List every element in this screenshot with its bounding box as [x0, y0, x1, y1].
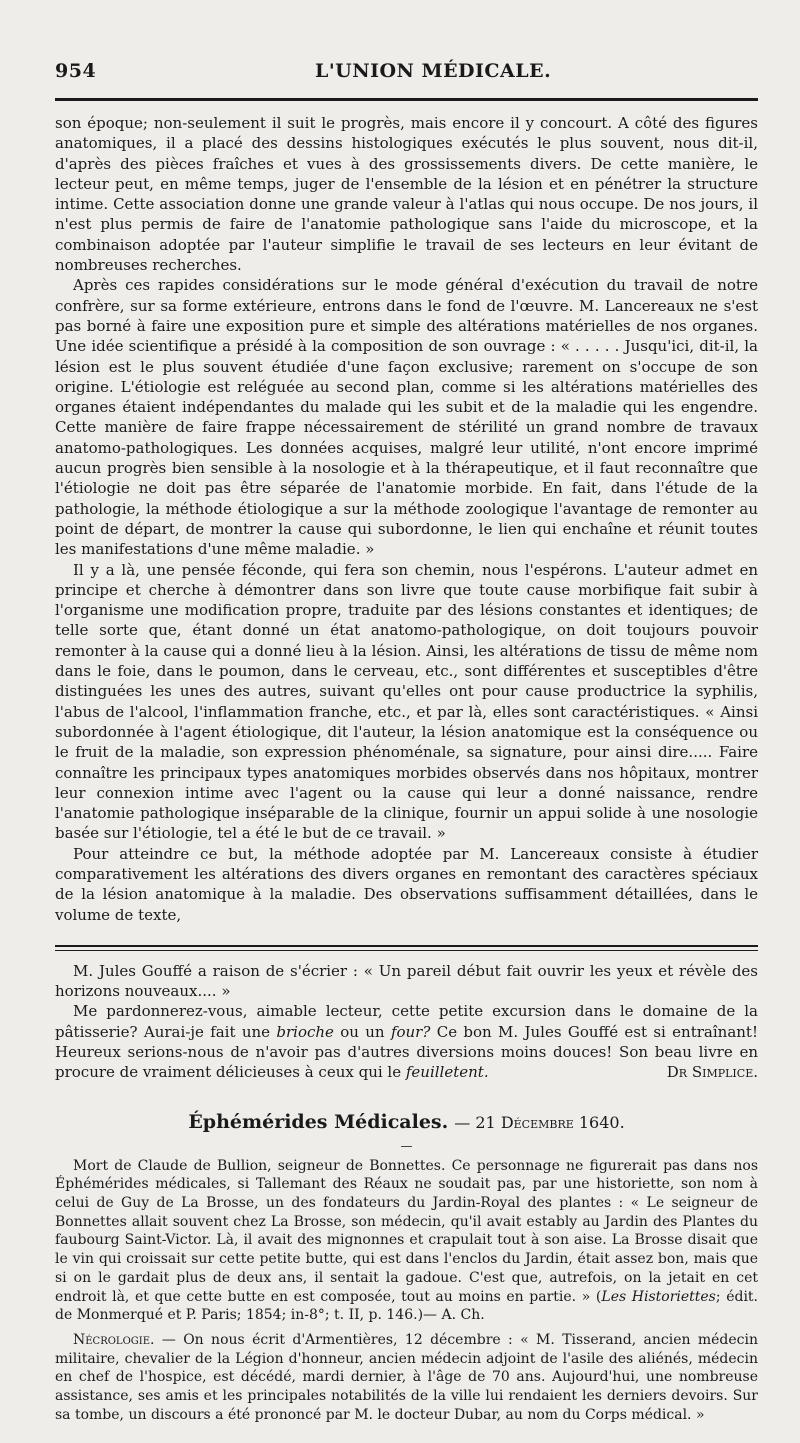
ephemerides-date: — 21 Décembre 1640. [454, 1112, 625, 1132]
feuilleton [55, 961, 758, 1083]
article-paragraph-3: Il y a là, une pensée féconde, qui fera son chemin, nous l'espérons. L'auteur admet en principe et cherche à démontrer dans son livre que toute cause morbifique fait subir à l'organisme une modification propre, traduite par des lésions constantes et identiques; de telle sorte que, étant donné un état anatomo-pathologique, on doit toujours pouvoir remonter à la cause qui a donné lieu à la lésion. Ainsi, les altérations de tissu de même nom dans le foie, dans le poumon, dans le cerveau, etc., sont différentes et susceptibles d'être distinguées les unes des autres, suivant qu'elles ont pour cause productrice la syphilis, l'abus de l'alcool, l'inflammation franche, etc., et par là, elles sont caractéristiques. « Ainsi subordonnée à l'agent étiologique, dit l'auteur, la lésion anatomique est la conséquence ou le fruit de la maladie, son expression phénoménale, sa signature, pour ainsi dire..... Faire connaître les principaux types anatomiques morbides observés dans nos hôpitaux, montrer leur connexion intime avec l'agent ou la cause qui leur a donné naissance, rendre l'anatomie pathologique inséparable de la clinique, fournir un appui solide à une nosologie basée sur l'étiologie, tel a été le but de ce travail. » [55, 560, 758, 843]
feuilleton-separator [55, 945, 758, 951]
ephemerides-heading [55, 1111, 758, 1133]
necrologie-paragraph: Nécrologie. — On nous écrit d'Armentières, 12 décembre : « M. Tisserand, ancien médecin militaire, chevalier de la Légion d'honneur, ancien médecin adjoint de l'asile des aliénés, médecin en chef de l'hospice, est décédé, mardi dernier, à l'âge de 70 ans. Aujourd'hui, une nombreuse assistance, ses amis et les principales notabilités de la ville lui rendaient les derniers devoirs. Sur sa tombe, un discours a été prononcé par M. le docteur Dubar, au nom du Corps médical. » [55, 1331, 758, 1423]
ephemerides-paragraph: Mort de Claude de Bullion, seigneur de Bonnettes. Ce personnage ne figurerait pas dans nos Éphémérides médicales, si Tallemant des Réaux ne soudait pas, par une historiette, son nom à celui de Guy de La Brosse, un des fondateurs du Jardin-Royal des plantes : « Le seigneur de Bonnettes allait souvent chez La Brosse, son médecin, qu'il avait estably au Jardin des Plantes du faubourg Saint-Victor. Là, il avait des mignonnes et crapulait tout à son aise. La Brosse disait que le vin qui croissait sur cette petite butte, qui est dans l'enclos du Jardin, était assez bon, mais que si on le gardait plus de deux ans, il sentait la gadoue. C'est que, autrefois, on la jetait en cet endroit là, et que cette butte en est composée, tout au moins en partie. » (Les Historiettes; édit. de Monmerqué et P. Paris; 1854; in-8°; t. II, p. 146.)— A. Ch. [55, 1157, 758, 1324]
ephemerides-title: Éphémérides Médicales. [188, 1110, 449, 1133]
main-article [55, 113, 758, 925]
journal-title: L'UNION MÉDICALE. [315, 60, 552, 82]
ephemerides-section [55, 1157, 758, 1425]
feuilleton-paragraph-1: M. Jules Gouffé a raison de s'écrier : « Un pareil début fait ouvrir les yeux et révèle des horizons nouveaux.... » [55, 961, 758, 1001]
article-paragraph-1: son époque; non-seulement il suit le progrès, mais encore il y concourt. A côté des figures anatomiques, il a placé des dessins histologiques exécutés le plus souvent, nous dit-il, d'après des pièces fraîches et vues à des grossissements divers. De cette manière, le lecteur peut, en même temps, juger de l'ensemble de la lésion et en pénétrer la structure intime. Cette association donne une grande valeur à l'atlas qui nous occupe. De nos jours, il n'est plus permis de faire de l'anatomie pathologique sans l'aide du microscope, et la combinaison adoptée par l'auteur simplifie le travail de ses lecteurs en leur évitant de nombreuses recherches. [55, 114, 758, 275]
heading-dash: — [400, 1138, 413, 1153]
feuilleton-paragraph-2: Me pardonnerez-vous, aimable lecteur, cette petite excursion dans le domaine de la pâtisserie? Aurai-je fait une brioche ou un four? Ce bon M. Jules Gouffé est si entraînant! Heureux serions-nous de n'avoir pas d'autres diversions moins douces! Son beau livre en procure de vraiment délicieuses à ceux qui le feuilletent. Dr Simplice. [55, 1002, 758, 1082]
page-number: 954 [55, 60, 97, 82]
necrologie-label: Nécrologie. [73, 1331, 155, 1348]
article-paragraph-4: Pour atteindre ce but, la méthode adoptée par M. Lancereaux consiste à étudier comparativement les altérations des divers organes en remontant des caractères spéciaux de la lésion anatomique à la maladie. Des observations suffisamment détaillées, dans le volume de texte, [55, 844, 758, 924]
header-rule [55, 98, 758, 101]
running-head [55, 60, 758, 92]
article-paragraph-2: Après ces rapides considérations sur le mode général d'exécution du travail de notre confrère, sur sa forme extérieure, entrons dans le fond de l'œuvre. M. Lancereaux ne s'est pas borné à faire une exposition pure et simple des altérations matérielles de nos organes. Une idée scientifique a présidé à la composition de son ouvrage : « . . . . . Jusqu'ici, dit-il, la lésion est le plus souvent étudiée d'une façon exclusive; rarement on s'occupe de son origine. L'étiologie est reléguée au second plan, comme si les altérations matérielles des organes étaient indépendantes du malade qui les subit et de la maladie qui les engendre. Cette manière de faire frappe nécessairement de stérilité un grand nombre de travaux anatomo-pathologiques. Les données acquises, malgré leur utilité, n'ont encore imprimé aucun progrès bien sensible à la nosologie et à la thérapeutique, et il faut reconnaître que l'étiologie ne doit pas être séparée de l'anatomie morbide. En fait, dans l'étude de la pathologie, la méthode étiologique a sur la méthode zoologique l'avantage de remonter au point de départ, de montrer la cause qui subordonne, le lien qui enchaîne et réunit toutes les manifestations d'une même maladie. » [55, 276, 758, 559]
signature: Dr Simplice. [666, 1063, 758, 1082]
